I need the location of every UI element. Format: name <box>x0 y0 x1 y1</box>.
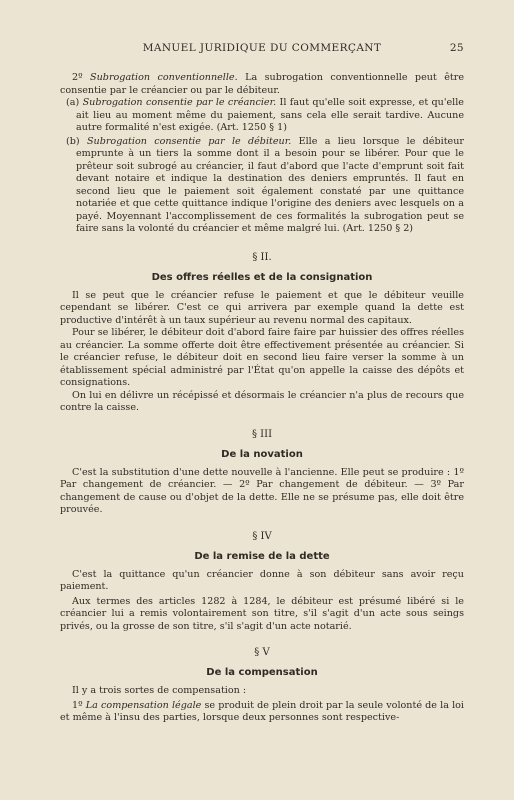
item-marker: (b) <box>66 135 80 147</box>
item-marker: (a) <box>66 97 80 108</box>
section-mark: § III <box>251 428 273 440</box>
page-number: 25 <box>449 42 464 54</box>
section-mark: § V <box>254 647 270 658</box>
item-term: Subrogation consentie par le débiteur. <box>86 135 292 147</box>
last-term: La compensation légale <box>85 699 202 711</box>
body-paragraph: Pour se libérer, le débiteur doit d'abord faire faire par huissier des offres réelles au créancier. La somme offerte doit être effectivement présentée au créancier. Si le créancier refuse, le débiteur doit en second lieu faire verser la somme à un établissement spécial administré par l'État qu'on appelle la caisse des dépôts et consignations. <box>60 327 464 388</box>
list-item <box>60 136 464 236</box>
body-paragraph: C'est la substitution d'une dette nouvelle à l'ancienne. Elle peut se produire : 1º Par changement de créancier. — 2º Par changement de débiteur. — 3º Par changement de cause ou d'objet de la dette. Elle ne se présume pas, elle doit être prouvée. <box>60 466 464 515</box>
list-item <box>60 97 464 135</box>
item-text: Elle a lieu lorsque le débiteur emprunte à un tiers la somme dont il a besoin pour se libérer. Pour que le prêteur soit subrogé au créancier, il faut d'abord que l'acte d'emprunt soit fait devant notaire et indique la destination des deniers empruntés. Il faut en second lieu que le paiement soit également constaté par une quittance notariée et que cette quittance indique l'origine des deniers avec lesquels on a payé. Moyennant l'accomplissement de ces formalités la subrogation peut se faire sans la volonté du créancier et même malgré lui. (Art. 1250 § 2) <box>76 135 464 234</box>
last-prefix: 1º <box>72 699 83 711</box>
section-title: De la compensation <box>206 667 318 678</box>
body-paragraph: C'est la quittance qu'un créancier donne à son débiteur sans avoir reçu paiement. <box>60 568 464 592</box>
section-mark: § II. <box>252 251 272 263</box>
intro-prefix: 2º <box>72 72 83 83</box>
item-term: Subrogation consentie par le créancier. <box>82 97 277 108</box>
item-text: Il faut qu'elle soit expresse, et qu'elle ait lieu au moment même du paiement, sans cela elle serait tardive. Aucune autre formalité n'est exigée. (Art. 1250 § 1) <box>76 97 464 133</box>
body-paragraph: Il y a trois sortes de compensation : <box>72 685 247 696</box>
intro-text: La subrogation conventionnelle peut être consentie par le créancier ou par le débiteur. <box>60 72 464 96</box>
body-paragraph: Aux termes des articles 1282 à 1284, le débiteur est présumé libéré si le créancier lui a remis volontairement son titre, s'il s'agit d'un acte sous seings privés, ou la grosse de son titre, s'il s'agit d'un acte notarié. <box>60 595 464 632</box>
page-header <box>60 40 464 56</box>
last-text: se produit de plein droit par la seule volonté de la loi et même à l'insu des parties, lorsque deux personnes sont respective- <box>60 699 464 723</box>
body-paragraph: On lui en délivre un récépissé et désormais le créancier n'a plus de recours que contre la caisse. <box>60 389 464 413</box>
section-title: De la novation <box>221 448 303 460</box>
section-mark: § IV <box>252 530 272 542</box>
body-paragraph: Il se peut que le créancier refuse le paiement et que le débiteur veuille cependant se libérer. C'est ce qui arrivera par exemple quand la dette est productive d'intérêt à un taux supérieur au revenu normal des capitaux. <box>60 289 464 326</box>
running-title: MANUEL JURIDIQUE DU COMMERÇANT <box>142 42 382 54</box>
intro-term: Subrogation conventionnelle. <box>90 72 238 83</box>
last-paragraph <box>60 700 464 725</box>
intro-paragraph <box>60 72 464 97</box>
section-title: De la remise de la dette <box>194 550 330 562</box>
section-title: Des offres réelles et de la consignation <box>151 271 373 283</box>
